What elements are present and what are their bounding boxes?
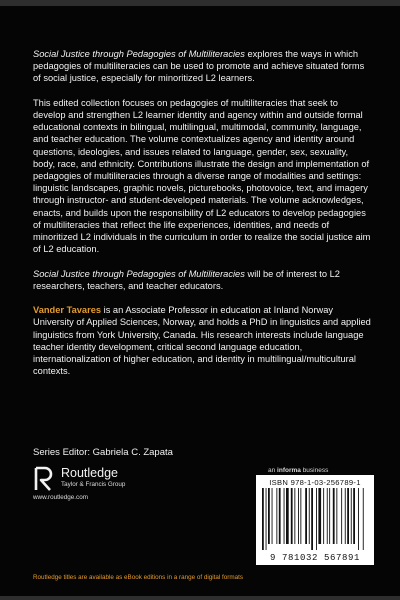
routledge-r-icon [33,466,55,492]
barcode-panel [256,475,374,565]
isbn-label: ISBN 978-1-03-256789-1 [269,478,361,487]
routledge-logo [33,466,163,502]
informa-tagline: an informa business [268,467,329,474]
barcode-icon [261,488,369,550]
author-bio [33,304,371,377]
series-editor: Series Editor: Gabriela C. Zapata [33,447,173,458]
blurb-text [33,48,371,377]
author-name: Vander Tavares [33,305,102,316]
publisher-group: Taylor & Francis Group [61,481,126,488]
audience-text: will be of interest to L2 researchers, teachers, and teacher educators. [33,268,340,291]
author-bio-text: is an Associate Professor in education at Inland Norway University of Applied Sciences, Norway, and holds a PhD in linguistics and applied linguistics from York University, Canada. His research interests include language teacher identity development, critical second language education, internationalization of higher education, and identity in multilingual/multicultural contexts. [33,305,371,377]
publisher-name: Routledge [61,466,118,480]
description-paragraph: This edited collection focuses on pedagogies of multiliteracies that seek to develop and strengthen L2 learner identity and agency within and outside formal educational contexts in bilingual, multilingual, multimodal, community, language, and teacher education. The volume contextualizes agency and identity around questions, ideologies, and issues related to language, gender, sex, sexuality, body, race, and ethnicity. Contributions illustrate the design and implementation of pedagogies of multiliteracies through a diverse range of modalities and settings: linguistic landscapes, graphic novels, picturebooks, photovoice, text, and imagery through instructor- and student-developed materials. The volume acknowledges, enacts, and builds upon the responsibility of L2 educators to develop pedagogies of multiliteracies that reflect the life experiences, identities, and needs of minoritized L2 individuals in the curriculum in order to realize the social justice aim of L2 education. [33,97,371,255]
informa-brand: informa [277,467,301,474]
intro-text: explores the ways in which pedagogies of multiliteracies can be used to promote and achieve situated forms of social justice, especially for minoritized L2 learners. [33,49,365,84]
publisher-url[interactable]: www.routledge.com [33,494,88,501]
top-border [0,0,400,6]
book-title-italic: Social Justice through Pedagogies of Multiliteracies [33,49,245,59]
audience-paragraph [33,268,371,292]
barcode-digits: 9 781032 567891 [269,553,360,563]
intro-paragraph [33,48,371,85]
ebook-note: Routledge titles are available as eBook editions in a range of digital formats [33,574,244,581]
book-title-italic-2: Social Justice through Pedagogies of Multiliteracies [33,268,245,279]
bottom-border [0,596,400,600]
